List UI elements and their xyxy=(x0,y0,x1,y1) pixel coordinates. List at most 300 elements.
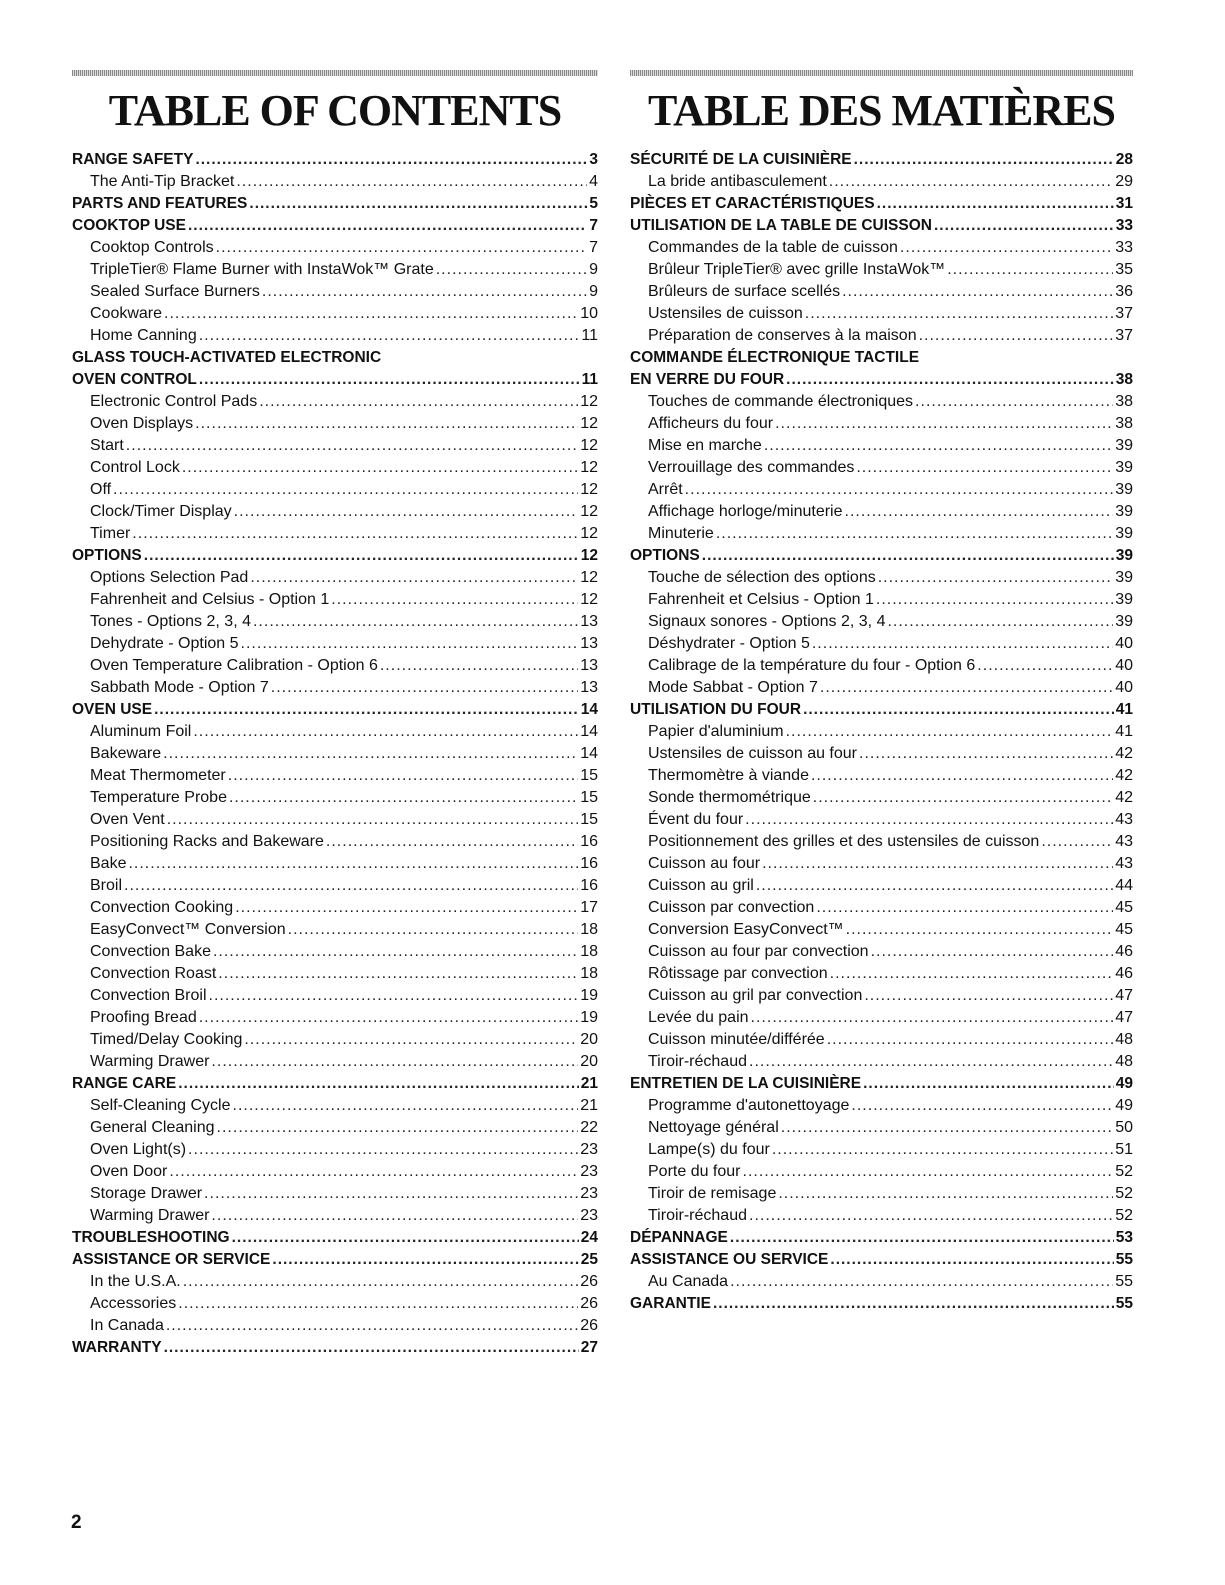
toc-entry-page: 28 xyxy=(1115,151,1133,168)
toc-entry-label: Fahrenheit et Celsius - Option 1 xyxy=(648,591,874,608)
toc-entry-page: 7 xyxy=(589,217,598,234)
toc-entry-page: 21 xyxy=(580,1075,598,1092)
toc-entry[interactable] xyxy=(630,1141,1133,1163)
toc-entry[interactable] xyxy=(630,459,1133,481)
toc-entry-page: 46 xyxy=(1115,943,1133,960)
dot-leader xyxy=(820,679,1113,697)
toc-entry-page: 18 xyxy=(580,943,598,960)
dot-leader xyxy=(877,195,1114,213)
toc-entry-page: 39 xyxy=(1115,481,1133,498)
toc-entry[interactable] xyxy=(72,415,598,437)
toc-entry-label: Afficheurs du four xyxy=(648,415,774,432)
toc-entry-label: Cookware xyxy=(90,305,163,322)
dot-leader xyxy=(702,547,1114,565)
toc-entry[interactable] xyxy=(630,1009,1133,1031)
dot-leader xyxy=(878,569,1113,587)
toc-entry[interactable] xyxy=(630,1185,1133,1207)
toc-entry[interactable] xyxy=(72,833,598,855)
dot-leader xyxy=(232,1229,579,1247)
toc-entry-label: Home Canning xyxy=(90,327,197,344)
toc-english-column xyxy=(72,70,598,1361)
toc-entry[interactable] xyxy=(630,415,1133,437)
dot-leader xyxy=(436,261,587,279)
toc-entry[interactable] xyxy=(72,1031,598,1053)
toc-entry-label: Dehydrate - Option 5 xyxy=(90,635,239,652)
toc-entry-label: In Canada xyxy=(90,1317,164,1334)
toc-entry[interactable] xyxy=(72,1163,598,1185)
toc-entry[interactable] xyxy=(630,789,1133,811)
toc-entry-label: Cuisson au gril xyxy=(648,877,754,894)
toc-entry-label: Ustensiles de cuisson xyxy=(648,305,803,322)
toc-entry[interactable] xyxy=(630,1097,1133,1119)
toc-entry-page: 15 xyxy=(580,767,598,784)
toc-entry[interactable] xyxy=(72,679,598,701)
dot-leader xyxy=(272,1251,578,1269)
toc-entry[interactable] xyxy=(630,745,1133,767)
toc-entry[interactable] xyxy=(72,723,598,745)
toc-entry[interactable] xyxy=(72,349,598,371)
toc-entry[interactable] xyxy=(72,1251,598,1273)
dot-leader xyxy=(730,1273,1113,1291)
toc-entry[interactable] xyxy=(630,1295,1133,1317)
toc-entry[interactable] xyxy=(630,1251,1133,1273)
toc-entry[interactable] xyxy=(630,1273,1133,1295)
toc-entry-label: Cuisson au four xyxy=(648,855,761,872)
toc-entry[interactable] xyxy=(630,525,1133,547)
toc-entry-label: UTILISATION DU FOUR xyxy=(630,701,802,718)
toc-entry-label: Sealed Surface Burners xyxy=(90,283,260,300)
toc-entry[interactable] xyxy=(630,1031,1133,1053)
dot-leader xyxy=(217,1119,579,1137)
toc-entry-page: 45 xyxy=(1115,921,1133,938)
toc-entry[interactable] xyxy=(72,657,598,679)
dot-leader xyxy=(250,569,578,587)
toc-entry-label: Tiroir-réchaud xyxy=(648,1053,747,1070)
toc-entry-page: 16 xyxy=(580,833,598,850)
toc-entry-page: 39 xyxy=(1115,503,1133,520)
dot-leader xyxy=(762,855,1113,873)
toc-entry-label: Au Canada xyxy=(648,1273,729,1290)
dot-leader xyxy=(164,305,578,323)
dot-leader xyxy=(829,173,1113,191)
dot-leader xyxy=(846,921,1114,939)
toc-entry[interactable] xyxy=(72,547,598,569)
toc-entry-label: Brûleur TripleTier® avec grille InstaWok™ xyxy=(648,261,946,278)
toc-entry-label: GLASS TOUCH-ACTIVATED ELECTRONIC xyxy=(72,349,382,366)
toc-entry-page: 47 xyxy=(1115,1009,1133,1026)
toc-entry-label: Cooktop Controls xyxy=(90,239,214,256)
toc-entry-page: 40 xyxy=(1115,635,1133,652)
toc-entry-page: 23 xyxy=(580,1141,598,1158)
toc-entry-page: 20 xyxy=(580,1053,598,1070)
toc-entry[interactable] xyxy=(630,371,1133,393)
toc-entry-page: 29 xyxy=(1115,173,1133,190)
toc-entry[interactable] xyxy=(630,261,1133,283)
toc-entry[interactable] xyxy=(630,503,1133,525)
toc-entry[interactable] xyxy=(72,1229,598,1251)
toc-entry-page: 23 xyxy=(580,1207,598,1224)
toc-entry[interactable] xyxy=(630,1119,1133,1141)
toc-entry-label: GARANTIE xyxy=(630,1295,711,1312)
dot-leader xyxy=(812,635,1113,653)
toc-entry[interactable] xyxy=(630,811,1133,833)
toc-entry-page: 52 xyxy=(1115,1207,1133,1224)
toc-entry-page: 25 xyxy=(580,1251,598,1268)
toc-entry[interactable] xyxy=(630,349,1133,371)
toc-entry-label: In the U.S.A. xyxy=(90,1273,181,1290)
toc-entry[interactable] xyxy=(72,151,598,173)
toc-entry[interactable] xyxy=(630,591,1133,613)
toc-entry[interactable] xyxy=(630,657,1133,679)
toc-entry[interactable] xyxy=(72,1053,598,1075)
toc-entry[interactable] xyxy=(630,283,1133,305)
toc-entry-page: 13 xyxy=(580,657,598,674)
toc-entry[interactable] xyxy=(630,547,1133,569)
toc-entry-page: 39 xyxy=(1115,613,1133,630)
toc-entry-label: Évent du four xyxy=(648,811,744,828)
dot-leader xyxy=(169,1163,578,1181)
toc-entry[interactable] xyxy=(630,327,1133,349)
toc-entry[interactable] xyxy=(630,701,1133,723)
dot-leader xyxy=(842,283,1113,301)
toc-entry-label: PARTS AND FEATURES xyxy=(72,195,248,212)
toc-entry-page: 12 xyxy=(580,415,598,432)
toc-entry-label: Convection Broil xyxy=(90,987,207,1004)
toc-entry[interactable] xyxy=(72,1185,598,1207)
toc-entry[interactable] xyxy=(72,921,598,943)
toc-entry[interactable] xyxy=(72,965,598,987)
dot-leader xyxy=(713,1295,1114,1313)
toc-entry[interactable] xyxy=(72,1207,598,1229)
toc-entry-page: 51 xyxy=(1115,1141,1133,1158)
toc-entry-label: Storage Drawer xyxy=(90,1185,203,1202)
dot-leader xyxy=(183,1273,578,1291)
dot-leader xyxy=(178,1075,579,1093)
toc-entry-page: 12 xyxy=(580,459,598,476)
page-title: TABLE OF CONTENTS xyxy=(108,86,562,135)
dot-leader xyxy=(241,635,579,653)
toc-entry-page: 13 xyxy=(580,635,598,652)
toc-entry-page: 39 xyxy=(1115,547,1133,564)
dot-leader xyxy=(216,239,587,257)
toc-entry[interactable] xyxy=(630,481,1133,503)
toc-entry-label: Cuisson minutée/différée xyxy=(648,1031,825,1048)
toc-entry-page: 53 xyxy=(1115,1229,1133,1246)
dot-leader xyxy=(803,701,1114,719)
toc-entry-label: Brûleurs de surface scellés xyxy=(648,283,841,300)
toc-entry-page: 20 xyxy=(580,1031,598,1048)
toc-entry[interactable] xyxy=(72,1009,598,1031)
toc-entry-page: 33 xyxy=(1115,239,1133,256)
toc-entry-page: 37 xyxy=(1115,327,1133,344)
toc-entry[interactable] xyxy=(72,1295,598,1317)
dot-leader xyxy=(228,767,578,785)
toc-entry[interactable] xyxy=(72,371,598,393)
toc-entry-page: 38 xyxy=(1115,371,1133,388)
dot-leader xyxy=(126,437,578,455)
toc-entry[interactable] xyxy=(72,877,598,899)
dot-leader xyxy=(262,283,587,301)
toc-entry[interactable] xyxy=(630,173,1133,195)
toc-entry[interactable] xyxy=(72,1273,598,1295)
toc-entry[interactable] xyxy=(72,899,598,921)
dot-leader xyxy=(778,1185,1113,1203)
dot-leader xyxy=(211,1207,578,1225)
toc-entry-page: 12 xyxy=(580,525,598,542)
toc-entry[interactable] xyxy=(72,327,598,349)
toc-entry[interactable] xyxy=(72,701,598,723)
toc-entry-label: DÉPANNAGE xyxy=(630,1229,728,1246)
toc-entry-page: 10 xyxy=(580,305,598,322)
toc-entry[interactable] xyxy=(72,393,598,415)
dot-leader xyxy=(236,173,587,191)
toc-entry-page: 39 xyxy=(1115,459,1133,476)
toc-entry[interactable] xyxy=(72,745,598,767)
toc-entry-page: 19 xyxy=(580,987,598,1004)
toc-entry-page: 31 xyxy=(1115,195,1133,212)
toc-entry-page: 12 xyxy=(580,503,598,520)
toc-entry[interactable] xyxy=(72,1119,598,1141)
toc-entry-label: Oven Door xyxy=(90,1163,168,1180)
toc-entry-label: TROUBLESHOOTING xyxy=(72,1229,230,1246)
toc-entry-page: 11 xyxy=(581,371,598,388)
toc-entry[interactable] xyxy=(630,943,1133,965)
dot-leader xyxy=(204,1185,578,1203)
toc-entry-page: 39 xyxy=(1115,525,1133,542)
toc-entry[interactable] xyxy=(630,723,1133,745)
toc-entry[interactable] xyxy=(72,459,598,481)
toc-entry-page: 12 xyxy=(580,481,598,498)
toc-entry[interactable] xyxy=(72,789,598,811)
toc-entry[interactable] xyxy=(72,1141,598,1163)
toc-entry-page: 16 xyxy=(580,855,598,872)
toc-entry[interactable] xyxy=(630,613,1133,635)
toc-entry[interactable] xyxy=(72,503,598,525)
toc-entry-page: 38 xyxy=(1115,415,1133,432)
toc-entry-label: ASSISTANCE OR SERVICE xyxy=(72,1251,271,1268)
toc-entry-page: 15 xyxy=(580,789,598,806)
toc-entry-label: Start xyxy=(90,437,124,454)
page-number: 2 xyxy=(71,1512,82,1533)
toc-entry-label: OVEN CONTROL xyxy=(72,371,197,388)
toc-entry-label: Convection Roast xyxy=(90,965,217,982)
toc-entry-label: Tiroir-réchaud xyxy=(648,1207,747,1224)
toc-entry-page: 39 xyxy=(1115,591,1133,608)
dot-leader xyxy=(213,943,578,961)
toc-entry-label: Nettoyage général xyxy=(648,1119,779,1136)
toc-entry-label: Oven Light(s) xyxy=(90,1141,187,1158)
dot-leader xyxy=(851,1097,1113,1115)
dot-leader xyxy=(830,1251,1113,1269)
toc-entry-label: Signaux sonores - Options 2, 3, 4 xyxy=(648,613,886,630)
toc-entry-label: Porte du four xyxy=(648,1163,741,1180)
toc-entry-page: 52 xyxy=(1115,1163,1133,1180)
toc-list xyxy=(630,151,1133,1317)
toc-entry[interactable] xyxy=(630,195,1133,217)
toc-entry-label: Verrouillage des commandes xyxy=(648,459,855,476)
toc-entry-label: Convection Bake xyxy=(90,943,211,960)
dot-leader xyxy=(863,1075,1114,1093)
toc-entry[interactable] xyxy=(72,855,598,877)
dot-leader xyxy=(124,877,578,895)
dot-leader xyxy=(876,591,1113,609)
toc-entry[interactable] xyxy=(72,283,598,305)
toc-entry[interactable] xyxy=(630,1053,1133,1075)
toc-entry-label: Rôtissage par convection xyxy=(648,965,828,982)
toc-entry-label: Touches de commande électroniques xyxy=(648,393,914,410)
toc-entry-page: 42 xyxy=(1115,789,1133,806)
toc-entry-label: Oven Displays xyxy=(90,415,194,432)
dot-leader xyxy=(326,833,578,851)
toc-entry-label: Affichage horloge/minuterie xyxy=(648,503,843,520)
toc-entry-page: 46 xyxy=(1115,965,1133,982)
dot-leader xyxy=(144,547,579,565)
toc-entry[interactable] xyxy=(72,613,598,635)
toc-entry[interactable] xyxy=(630,833,1133,855)
toc-entry[interactable] xyxy=(72,1075,598,1097)
toc-list xyxy=(72,151,598,1361)
toc-entry-page: 15 xyxy=(580,811,598,828)
dot-leader xyxy=(775,415,1113,433)
toc-entry-page: 48 xyxy=(1115,1031,1133,1048)
toc-entry-label: Programme d'autonettoyage xyxy=(648,1097,850,1114)
toc-entry-label: Cuisson au four par convection xyxy=(648,943,869,960)
toc-entry-label: Options Selection Pad xyxy=(90,569,249,586)
toc-entry-label: Thermomètre à viande xyxy=(648,767,809,784)
toc-entry-label: Timer xyxy=(90,525,131,542)
toc-entry[interactable] xyxy=(72,591,598,613)
toc-entry[interactable] xyxy=(630,921,1133,943)
toc-entry-label: Oven Vent xyxy=(90,811,165,828)
toc-entry-page: 16 xyxy=(580,877,598,894)
toc-entry-label: Oven Temperature Calibration - Option 6 xyxy=(90,657,378,674)
toc-entry-label: Proofing Bread xyxy=(90,1009,197,1026)
dot-leader xyxy=(195,151,587,169)
toc-entry[interactable] xyxy=(630,1075,1133,1097)
toc-entry[interactable] xyxy=(72,239,598,261)
toc-entry[interactable] xyxy=(72,811,598,833)
dot-leader xyxy=(188,217,587,235)
toc-entry-page: 43 xyxy=(1115,811,1133,828)
toc-entry-label: PIÈCES ET CARACTÉRISTIQUES xyxy=(630,195,875,212)
toc-entry[interactable] xyxy=(72,437,598,459)
toc-entry[interactable] xyxy=(72,943,598,965)
dot-leader xyxy=(786,723,1114,741)
toc-entry[interactable] xyxy=(630,965,1133,987)
toc-entry[interactable] xyxy=(630,899,1133,921)
dot-leader xyxy=(864,987,1113,1005)
dot-leader xyxy=(813,789,1113,807)
toc-entry[interactable] xyxy=(630,1207,1133,1229)
toc-entry[interactable] xyxy=(630,239,1133,261)
toc-entry[interactable] xyxy=(72,525,598,547)
toc-entry[interactable] xyxy=(72,305,598,327)
toc-entry[interactable] xyxy=(72,195,598,217)
toc-entry[interactable] xyxy=(630,569,1133,591)
toc-entry-label: OVEN USE xyxy=(72,701,153,718)
toc-entry-label: EN VERRE DU FOUR xyxy=(630,371,785,388)
toc-entry-label: ENTRETIEN DE LA CUISINIÈRE xyxy=(630,1075,862,1092)
toc-entry-page: 40 xyxy=(1115,679,1133,696)
dot-leader xyxy=(854,151,1114,169)
toc-entry[interactable] xyxy=(630,151,1133,173)
toc-entry[interactable] xyxy=(72,173,598,195)
toc-entry-page: 13 xyxy=(580,679,598,696)
dot-leader xyxy=(685,481,1114,499)
toc-entry[interactable] xyxy=(72,635,598,657)
toc-entry[interactable] xyxy=(630,635,1133,657)
toc-entry-label: COMMANDE ÉLECTRONIQUE TACTILE xyxy=(630,349,920,366)
toc-entry-label: Conversion EasyConvect™ xyxy=(648,921,844,938)
toc-entry[interactable] xyxy=(72,481,598,503)
toc-entry[interactable] xyxy=(72,1339,598,1361)
dot-leader xyxy=(253,613,578,631)
dot-leader xyxy=(211,1053,578,1071)
toc-entry-page: 55 xyxy=(1115,1295,1133,1312)
toc-entry-label: Timed/Delay Cooking xyxy=(90,1031,243,1048)
toc-entry-label: Self-Cleaning Cycle xyxy=(90,1097,231,1114)
header-rule xyxy=(72,70,598,76)
toc-entry[interactable] xyxy=(630,217,1133,239)
toc-entry[interactable] xyxy=(72,1097,598,1119)
toc-entry[interactable] xyxy=(630,987,1133,1009)
dot-leader xyxy=(166,1317,578,1335)
toc-entry-page: 50 xyxy=(1115,1119,1133,1136)
toc-entry-label: Minuterie xyxy=(648,525,714,542)
toc-entry[interactable] xyxy=(630,393,1133,415)
toc-entry[interactable] xyxy=(72,569,598,591)
dot-leader xyxy=(887,613,1113,631)
toc-entry[interactable] xyxy=(630,877,1133,899)
toc-entry[interactable] xyxy=(72,217,598,239)
toc-entry[interactable] xyxy=(630,679,1133,701)
dot-leader xyxy=(871,943,1114,961)
toc-entry-label: RANGE SAFETY xyxy=(72,151,194,168)
toc-entry-label: Tones - Options 2, 3, 4 xyxy=(90,613,251,630)
toc-entry-page: 11 xyxy=(581,327,598,344)
toc-entry-page: 3 xyxy=(589,151,598,168)
toc-entry-page: 22 xyxy=(580,1119,598,1136)
toc-entry-label: Touche de sélection des options xyxy=(648,569,876,586)
toc-entry[interactable] xyxy=(630,1229,1133,1251)
toc-entry-label: General Cleaning xyxy=(90,1119,215,1136)
dot-leader xyxy=(164,1339,579,1357)
toc-entry-page: 12 xyxy=(580,437,598,454)
dot-leader xyxy=(781,1119,1113,1137)
toc-entry[interactable] xyxy=(630,305,1133,327)
toc-entry-page: 41 xyxy=(1115,701,1133,718)
toc-entry-page: 49 xyxy=(1115,1075,1133,1092)
dot-leader xyxy=(743,1163,1114,1181)
toc-entry[interactable] xyxy=(72,1317,598,1339)
toc-entry[interactable] xyxy=(630,1163,1133,1185)
toc-entry-label: Papier d'aluminium xyxy=(648,723,784,740)
toc-entry-page: 5 xyxy=(589,195,598,212)
dot-leader xyxy=(154,701,579,719)
dot-leader xyxy=(749,1207,1113,1225)
toc-entry[interactable] xyxy=(72,261,598,283)
toc-entry[interactable] xyxy=(630,437,1133,459)
dot-leader xyxy=(128,855,578,873)
toc-entry-label: SÉCURITÉ DE LA CUISINIÈRE xyxy=(630,151,852,168)
toc-entry[interactable] xyxy=(630,767,1133,789)
toc-entry-page: 14 xyxy=(580,745,598,762)
toc-entry[interactable] xyxy=(72,987,598,1009)
dot-leader xyxy=(900,239,1113,257)
toc-entry[interactable] xyxy=(72,767,598,789)
toc-entry[interactable] xyxy=(630,855,1133,877)
toc-entry-label: Temperature Probe xyxy=(90,789,227,806)
